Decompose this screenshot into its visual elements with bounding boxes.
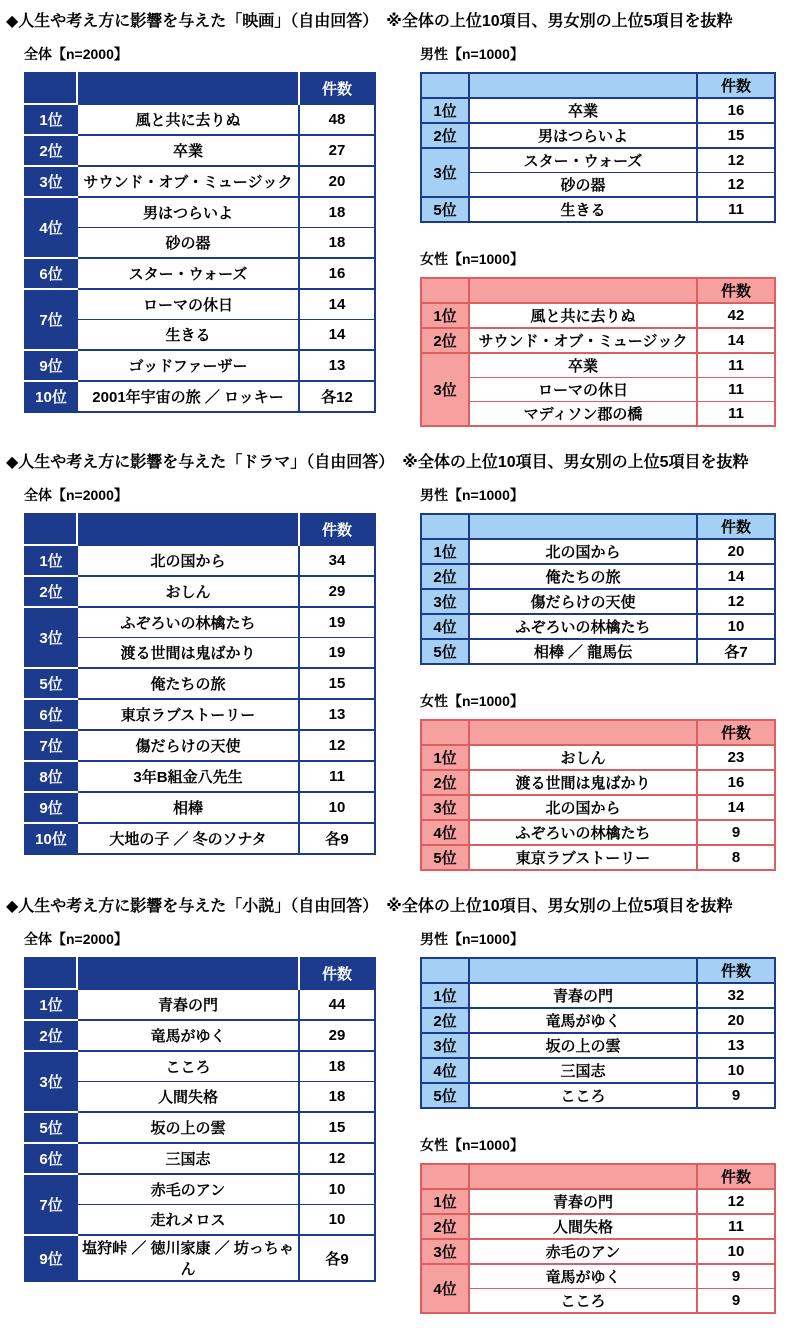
- male-ranking-table: [420, 957, 776, 1109]
- title-cell: こころ: [77, 1051, 299, 1082]
- title-cell: 青春の門: [469, 1189, 697, 1214]
- title-cell: サウンド・オブ・ミュージック: [77, 166, 299, 197]
- rank-cell: 3位: [421, 795, 469, 820]
- title-cell: 竜馬がゆく: [469, 1264, 697, 1289]
- table-row: [421, 173, 775, 198]
- rank-cell: 4位: [421, 820, 469, 845]
- section-body: [6, 485, 790, 871]
- count-cell: 11: [697, 402, 775, 427]
- title-cell: 北の国から: [77, 545, 299, 576]
- rank-cell: 4位: [421, 1058, 469, 1083]
- female-ranking-table: [420, 719, 776, 871]
- rank-cell: 5位: [25, 668, 77, 699]
- rank-cell: 3位: [421, 148, 469, 197]
- count-header-cell: 件数: [697, 73, 775, 98]
- title-cell: ローマの休日: [469, 378, 697, 402]
- title-header-cell: [469, 958, 697, 983]
- header-row: [421, 1164, 775, 1189]
- table-row: [25, 761, 375, 792]
- header-row: [421, 720, 775, 745]
- table-row: [25, 1143, 375, 1174]
- rank-header-cell: [421, 720, 469, 745]
- rank-cell: 7位: [25, 289, 77, 350]
- overall-column: [24, 929, 376, 1282]
- title-cell: 塩狩峠 ／ 徳川家康 ／ 坊っちゃん: [77, 1235, 299, 1281]
- title-cell: 俺たちの旅: [77, 668, 299, 699]
- title-cell: 坂の上の雲: [469, 1033, 697, 1058]
- count-cell: 各12: [299, 381, 375, 412]
- title-cell: 赤毛のアン: [469, 1239, 697, 1264]
- count-cell: 12: [697, 589, 775, 614]
- rank-cell: 1位: [421, 745, 469, 770]
- rank-cell: 7位: [25, 730, 77, 761]
- count-cell: 14: [299, 289, 375, 320]
- header-row: [25, 958, 375, 989]
- count-cell: 12: [697, 173, 775, 198]
- gender-column: [420, 44, 776, 427]
- table-row: [421, 402, 775, 427]
- overall-ranking-table: [24, 72, 376, 413]
- rank-cell: 9位: [25, 350, 77, 381]
- count-cell: 各9: [299, 1235, 375, 1281]
- title-cell: ふぞろいの林檎たち: [469, 820, 697, 845]
- count-header-cell: 件数: [697, 278, 775, 303]
- rank-cell: 5位: [421, 845, 469, 870]
- count-cell: 10: [299, 792, 375, 823]
- section-heading: ◆人生や考え方に影響を与えた「小説」（自由回答） ※全体の上位10項目、男女別の上位5項目を抜粋: [6, 898, 733, 915]
- count-cell: 19: [299, 607, 375, 638]
- title-header-cell: [469, 1164, 697, 1189]
- female-label: 女性【n=1000】: [420, 693, 524, 709]
- title-cell: 2001年宇宙の旅 ／ ロッキー: [77, 381, 299, 412]
- table-row: [25, 792, 375, 823]
- title-cell: 三国志: [469, 1058, 697, 1083]
- count-cell: 18: [299, 197, 375, 228]
- title-cell: 北の国から: [469, 795, 697, 820]
- overall-column: [24, 44, 376, 413]
- table-row: [25, 381, 375, 412]
- rank-cell: 2位: [25, 576, 77, 607]
- table-row: [421, 795, 775, 820]
- table-row: [25, 1051, 375, 1082]
- table-row: [421, 639, 775, 664]
- title-cell: 男はつらいよ: [77, 197, 299, 228]
- count-cell: 11: [299, 761, 375, 792]
- title-cell: 風と共に去りぬ: [469, 303, 697, 328]
- title-cell: スター・ウォーズ: [469, 148, 697, 173]
- title-cell: 竜馬がゆく: [77, 1020, 299, 1051]
- survey-page: [6, 8, 790, 1314]
- title-cell: おしん: [469, 745, 697, 770]
- female-ranking-table: [420, 1163, 776, 1314]
- section-heading: ◆人生や考え方に影響を与えた「ドラマ」（自由回答） ※全体の上位10項目、男女別の上位5項目を抜粋: [6, 454, 749, 471]
- title-cell: 風と共に去りぬ: [77, 104, 299, 135]
- title-cell: 青春の門: [77, 989, 299, 1020]
- rank-cell: 3位: [25, 607, 77, 668]
- title-cell: 北の国から: [469, 539, 697, 564]
- count-cell: 12: [299, 730, 375, 761]
- table-row: [421, 614, 775, 639]
- count-cell: 11: [697, 353, 775, 378]
- gender-column: [420, 485, 776, 871]
- table-row: [421, 303, 775, 328]
- table-row: [25, 1112, 375, 1143]
- count-cell: 10: [299, 1174, 375, 1205]
- count-cell: 各7: [697, 639, 775, 664]
- count-cell: 16: [697, 98, 775, 123]
- table-row: [421, 1189, 775, 1214]
- title-cell: 傷だらけの天使: [77, 730, 299, 761]
- table-row: [421, 1214, 775, 1239]
- header-row: [25, 514, 375, 545]
- rank-cell: 10位: [25, 381, 77, 412]
- count-header-cell: 件数: [697, 958, 775, 983]
- count-cell: 10: [299, 1205, 375, 1236]
- female-label: 女性【n=1000】: [420, 1137, 524, 1153]
- rank-cell: 3位: [421, 353, 469, 426]
- rank-cell: 1位: [421, 98, 469, 123]
- count-cell: 16: [299, 258, 375, 289]
- title-cell: こころ: [469, 1083, 697, 1108]
- table-row: [421, 148, 775, 173]
- title-cell: スター・ウォーズ: [77, 258, 299, 289]
- title-cell: サウンド・オブ・ミュージック: [469, 328, 697, 353]
- male-label: 男性【n=1000】: [420, 46, 524, 62]
- table-row: [421, 123, 775, 148]
- rank-cell: 4位: [25, 197, 77, 258]
- title-cell: 卒業: [469, 353, 697, 378]
- count-cell: 19: [299, 638, 375, 669]
- title-cell: ローマの休日: [77, 289, 299, 320]
- title-cell: 相棒 ／ 龍馬伝: [469, 639, 697, 664]
- count-cell: 10: [697, 614, 775, 639]
- count-cell: 9: [697, 1289, 775, 1314]
- title-cell: 生きる: [77, 320, 299, 351]
- rank-cell: 1位: [421, 983, 469, 1008]
- rank-cell: 5位: [421, 197, 469, 222]
- rank-cell: 5位: [421, 639, 469, 664]
- table-row: [421, 820, 775, 845]
- count-cell: 12: [299, 1143, 375, 1174]
- title-cell: 男はつらいよ: [469, 123, 697, 148]
- count-cell: 14: [697, 795, 775, 820]
- count-cell: 18: [299, 228, 375, 259]
- table-row: [25, 638, 375, 669]
- table-row: [25, 699, 375, 730]
- count-cell: 15: [697, 123, 775, 148]
- title-header-cell: [77, 958, 299, 989]
- section-novels: [6, 893, 790, 1314]
- male-label: 男性【n=1000】: [420, 931, 524, 947]
- male-ranking-table: [420, 72, 776, 223]
- gender-column: [420, 929, 776, 1314]
- count-cell: 20: [697, 539, 775, 564]
- title-cell: 相棒: [77, 792, 299, 823]
- title-header-cell: [77, 73, 299, 104]
- count-cell: 29: [299, 1020, 375, 1051]
- table-row: [421, 1083, 775, 1108]
- title-cell: 東京ラブストーリー: [469, 845, 697, 870]
- count-cell: 10: [697, 1058, 775, 1083]
- table-row: [25, 576, 375, 607]
- table-row: [421, 1289, 775, 1314]
- overall-label: 全体【n=2000】: [24, 46, 128, 62]
- table-row: [421, 770, 775, 795]
- rank-cell: 3位: [25, 166, 77, 197]
- title-cell: 生きる: [469, 197, 697, 222]
- title-cell: 卒業: [469, 98, 697, 123]
- rank-cell: 3位: [421, 589, 469, 614]
- title-cell: おしん: [77, 576, 299, 607]
- rank-cell: 3位: [25, 1051, 77, 1112]
- count-cell: 13: [299, 699, 375, 730]
- table-row: [25, 228, 375, 259]
- rank-header-cell: [25, 514, 77, 545]
- rank-cell: 1位: [421, 1189, 469, 1214]
- title-cell: 卒業: [77, 135, 299, 166]
- table-row: [25, 350, 375, 381]
- table-row: [25, 607, 375, 638]
- count-cell: 18: [299, 1051, 375, 1082]
- count-cell: 16: [697, 770, 775, 795]
- count-cell: 12: [697, 1189, 775, 1214]
- table-row: [25, 197, 375, 228]
- count-cell: 11: [697, 378, 775, 402]
- table-row: [25, 1235, 375, 1281]
- rank-cell: 8位: [25, 761, 77, 792]
- table-row: [421, 845, 775, 870]
- title-cell: ふぞろいの林檎たち: [77, 607, 299, 638]
- table-row: [25, 289, 375, 320]
- rank-cell: 3位: [421, 1033, 469, 1058]
- header-row: [421, 73, 775, 98]
- title-cell: 竜馬がゆく: [469, 1008, 697, 1033]
- table-row: [25, 823, 375, 854]
- male-label: 男性【n=1000】: [420, 487, 524, 503]
- overall-label: 全体【n=2000】: [24, 487, 128, 503]
- rank-header-cell: [421, 278, 469, 303]
- title-cell: マディソン郡の橋: [469, 402, 697, 427]
- count-cell: 13: [299, 350, 375, 381]
- count-cell: 9: [697, 820, 775, 845]
- title-cell: 大地の子 ／ 冬のソナタ: [77, 823, 299, 854]
- header-row: [25, 73, 375, 104]
- female-label: 女性【n=1000】: [420, 251, 524, 267]
- table-row: [25, 668, 375, 699]
- title-cell: 坂の上の雲: [77, 1112, 299, 1143]
- title-header-cell: [77, 514, 299, 545]
- title-cell: ゴッドファーザー: [77, 350, 299, 381]
- rank-cell: 1位: [421, 303, 469, 328]
- male-ranking-table: [420, 513, 776, 665]
- title-cell: 走れメロス: [77, 1205, 299, 1236]
- table-row: [421, 1033, 775, 1058]
- table-row: [25, 135, 375, 166]
- count-cell: 14: [299, 320, 375, 351]
- rank-cell: 2位: [25, 1020, 77, 1051]
- count-cell: 27: [299, 135, 375, 166]
- title-header-cell: [469, 73, 697, 98]
- header-row: [421, 958, 775, 983]
- section-heading: ◆人生や考え方に影響を与えた「映画」（自由回答） ※全体の上位10項目、男女別の上位5項目を抜粋: [6, 13, 733, 30]
- table-row: [421, 539, 775, 564]
- title-header-cell: [469, 720, 697, 745]
- rank-cell: 3位: [421, 1239, 469, 1264]
- table-row: [25, 1082, 375, 1113]
- count-cell: 8: [697, 845, 775, 870]
- rank-cell: 2位: [421, 1008, 469, 1033]
- title-cell: 砂の器: [77, 228, 299, 259]
- title-cell: 青春の門: [469, 983, 697, 1008]
- table-row: [421, 328, 775, 353]
- rank-cell: 1位: [25, 545, 77, 576]
- table-row: [421, 589, 775, 614]
- count-cell: 14: [697, 328, 775, 353]
- count-header-cell: 件数: [697, 720, 775, 745]
- count-cell: 20: [299, 166, 375, 197]
- count-cell: 44: [299, 989, 375, 1020]
- rank-cell: 6位: [25, 1143, 77, 1174]
- title-cell: 東京ラブストーリー: [77, 699, 299, 730]
- count-cell: 11: [697, 1214, 775, 1239]
- count-cell: 15: [299, 1112, 375, 1143]
- overall-ranking-table: [24, 957, 376, 1282]
- table-row: [25, 104, 375, 135]
- title-cell: 渡る世間は鬼ばかり: [469, 770, 697, 795]
- rank-header-cell: [25, 73, 77, 104]
- table-row: [421, 983, 775, 1008]
- table-row: [25, 320, 375, 351]
- rank-cell: 9位: [25, 792, 77, 823]
- rank-cell: 1位: [25, 989, 77, 1020]
- title-cell: 人間失格: [77, 1082, 299, 1113]
- count-cell: 12: [697, 148, 775, 173]
- count-cell: 42: [697, 303, 775, 328]
- section-body: [6, 929, 790, 1314]
- rank-cell: 5位: [25, 1112, 77, 1143]
- count-cell: 14: [697, 564, 775, 589]
- overall-column: [24, 485, 376, 855]
- title-cell: 人間失格: [469, 1214, 697, 1239]
- count-header-cell: 件数: [299, 514, 375, 545]
- count-cell: 34: [299, 545, 375, 576]
- overall-ranking-table: [24, 513, 376, 855]
- rank-cell: 6位: [25, 258, 77, 289]
- female-ranking-table: [420, 277, 776, 427]
- overall-label: 全体【n=2000】: [24, 931, 128, 947]
- rank-header-cell: [25, 958, 77, 989]
- rank-cell: 2位: [25, 135, 77, 166]
- count-header-cell: 件数: [697, 1164, 775, 1189]
- section-body: [6, 44, 790, 427]
- rank-cell: 4位: [421, 614, 469, 639]
- table-row: [25, 1205, 375, 1236]
- rank-cell: 7位: [25, 1174, 77, 1235]
- rank-header-cell: [421, 1164, 469, 1189]
- table-row: [421, 1008, 775, 1033]
- table-row: [25, 989, 375, 1020]
- table-row: [25, 258, 375, 289]
- rank-header-cell: [421, 514, 469, 539]
- table-row: [421, 745, 775, 770]
- rank-cell: 1位: [421, 539, 469, 564]
- count-cell: 29: [299, 576, 375, 607]
- count-cell: 20: [697, 1008, 775, 1033]
- table-row: [421, 1239, 775, 1264]
- rank-cell: 2位: [421, 123, 469, 148]
- section-movies: [6, 8, 790, 427]
- header-row: [421, 278, 775, 303]
- rank-cell: 2位: [421, 770, 469, 795]
- title-cell: ふぞろいの林檎たち: [469, 614, 697, 639]
- title-cell: こころ: [469, 1289, 697, 1314]
- rank-header-cell: [421, 958, 469, 983]
- count-cell: 15: [299, 668, 375, 699]
- title-cell: 砂の器: [469, 173, 697, 198]
- count-header-cell: 件数: [299, 73, 375, 104]
- title-cell: 傷だらけの天使: [469, 589, 697, 614]
- table-row: [421, 1058, 775, 1083]
- count-header-cell: 件数: [299, 958, 375, 989]
- rank-cell: 5位: [421, 1083, 469, 1108]
- rank-cell: 2位: [421, 328, 469, 353]
- header-row: [421, 514, 775, 539]
- title-cell: 3年B組金八先生: [77, 761, 299, 792]
- table-row: [421, 564, 775, 589]
- rank-cell: 1位: [25, 104, 77, 135]
- title-cell: 三国志: [77, 1143, 299, 1174]
- table-row: [25, 545, 375, 576]
- rank-cell: 10位: [25, 823, 77, 854]
- title-header-cell: [469, 278, 697, 303]
- count-cell: 各9: [299, 823, 375, 854]
- table-row: [421, 378, 775, 402]
- title-cell: 渡る世間は鬼ばかり: [77, 638, 299, 669]
- table-row: [25, 166, 375, 197]
- table-row: [421, 1264, 775, 1289]
- table-row: [421, 353, 775, 378]
- count-header-cell: 件数: [697, 514, 775, 539]
- table-row: [25, 1020, 375, 1051]
- table-row: [421, 197, 775, 222]
- count-cell: 10: [697, 1239, 775, 1264]
- count-cell: 9: [697, 1083, 775, 1108]
- title-cell: 俺たちの旅: [469, 564, 697, 589]
- count-cell: 11: [697, 197, 775, 222]
- rank-cell: 2位: [421, 1214, 469, 1239]
- count-cell: 9: [697, 1264, 775, 1289]
- table-row: [25, 1174, 375, 1205]
- count-cell: 18: [299, 1082, 375, 1113]
- rank-cell: 4位: [421, 1264, 469, 1313]
- count-cell: 13: [697, 1033, 775, 1058]
- count-cell: 48: [299, 104, 375, 135]
- section-dramas: [6, 449, 790, 871]
- title-header-cell: [469, 514, 697, 539]
- count-cell: 23: [697, 745, 775, 770]
- rank-cell: 6位: [25, 699, 77, 730]
- count-cell: 32: [697, 983, 775, 1008]
- table-row: [25, 730, 375, 761]
- rank-cell: 2位: [421, 564, 469, 589]
- table-row: [421, 98, 775, 123]
- rank-cell: 9位: [25, 1235, 77, 1281]
- rank-header-cell: [421, 73, 469, 98]
- title-cell: 赤毛のアン: [77, 1174, 299, 1205]
